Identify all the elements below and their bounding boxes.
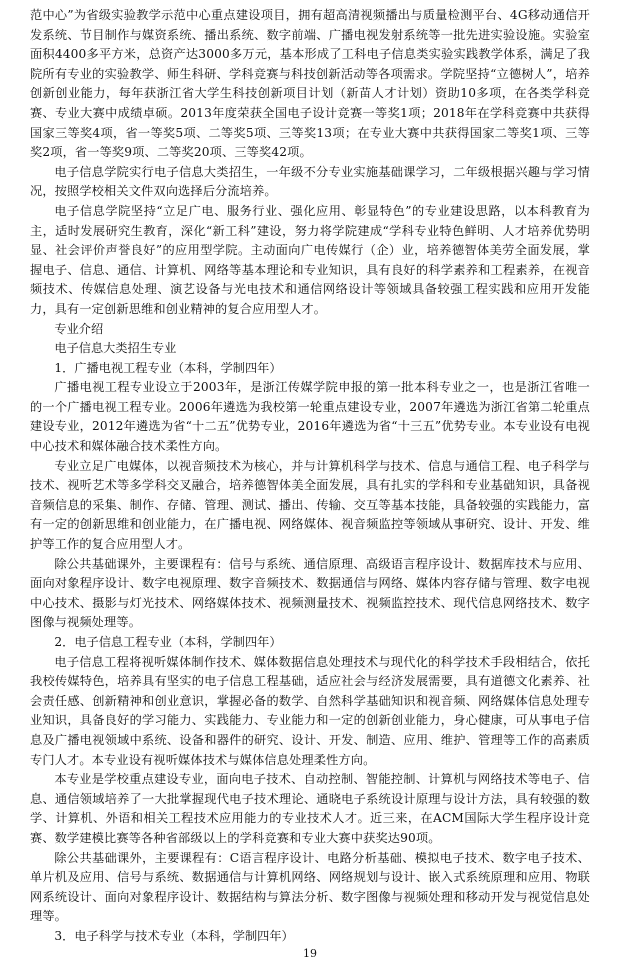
body-paragraph: 专业立足广电媒体，以视音频技术为核心，并与计算机科学与技术、信息与通信工程、电子科学与技术、视听艺术等多学科交叉融合，培养德智体美全面发展，具有扎实的学科和专业基础知识，具备视音频信息的采集、制作、存储、管理、测试、播出、传输、交互等基本技能，具备较强的实践能力，富有一定的创新思维和创业能力，在广播电视、网络媒体、视音频监控等领域从事研究、设计、开发、维护等工作的复合应用型人才。 <box>30 458 590 552</box>
document-body <box>30 6 590 947</box>
body-paragraph: 本专业是学校重点建设专业，面向电子技术、自动控制、智能控制、计算机与网络技术等电子、信息、通信领域培养了一大批掌握现代电子技术理论、通晓电子系统设计原理与设计方法，具有较强的数学、计算机、外语和相关工程技术应用能力的专业技术人才。近三来，在ACM国际大学生程序设计竞赛、数学建模比赛等各种省部级以上的学科竞赛和专业大赛中获奖达90项。 <box>30 772 590 845</box>
section-heading: 2．电子信息工程专业（本科，学制四年） <box>54 635 282 649</box>
body-paragraph: 电子信息学院坚持“立足广电、服务行业、强化应用、彰显特色”的专业建设思路，以本科教育为主，适时发展研究生教育，深化“新工科”建设，努力将学院建成“学科专业特色鲜明、人才培养优势明显、社会评价声誉良好”的应用型学院。主动面向广电传媒行（企）业，培养德智体美劳全面发展，掌握电子、信息、通信、计算机、网络等基本理论和专业知识，具有良好的科学素养和工程素养，在视音频技术、传媒信息处理、演艺设备与光电技术和通信网络设计等领域具备较强工程实践和应用开发能力，具有一定创新思维和创业精神的复合应用型人才。 <box>30 203 590 316</box>
body-paragraph: 电子信息工程将视听媒体制作技术、媒体数据信息处理技术与现代化的科学技术手段相结合，依托我校传媒特色，培养具有坚实的电子信息工程基础，适应社会与经济发展需要，具有道德文化素养、社会责任感、创新精神和创业意识，掌握必备的数学、自然科学基础知识和视音频、网络媒体信息处理专业知识，具备良好的学习能力、实践能力、专业能力和一定的创新创业能力，身心健康，可从事电子信息及广播电视领域中系统、设备和器件的研究、设计、开发、制造、应用、维护、管理等工作的高素质专门人才。本专业设有视听媒体技术与媒体信息处理柔性方向。 <box>30 654 590 767</box>
section-heading: 专业介绍 <box>54 321 104 336</box>
body-paragraph: 范中心”为省级实验教学示范中心重点建设项目，拥有超高清视频播出与质量检测平台、4G移动通信开发系统、节目制作与媒资系统、播出系统、数字前端、广播电视发射系统等一批先进实验设施。实验室面积4400多平方米，总资产达3000多万元，基本形成了工科电子信息类实验实践教学体系，满足了我院所有专业的实验教学、师生科研、学科竞赛与科技创新活动等各项需求。学院坚持“立德树人”，培养创新创业能力，每年获浙江省大学生科技创新项目计划（新苗人才计划）资助10多项，在各类学科竞赛、专业大赛中成绩卓硕。2013年度荣获全国电子设计竞赛一等奖1项；2018年在学科竞赛中共获得国家三等奖4项，省一等奖5项、二等奖5项、三等奖13项；在专业大赛中共获得国家二等奖1项、三等奖2项，省一等奖9项、二等奖20项、三等奖42项。 <box>30 8 590 160</box>
section-heading: 电子信息大类招生专业 <box>54 341 177 356</box>
body-paragraph: 除公共基础课外，主要课程有：信号与系统、通信原理、高级语言程序设计、数据库技术与应用、面向对象程序设计、数字电视原理、数字音频技术、数据通信与网络、媒体内容存储与管理、数字电视中心技术、摄影与灯光技术、网络媒体技术、视频测量技术、视频监控技术、现代信息网络技术、数字图像与视频处理等。 <box>30 556 590 630</box>
page-number: 19 <box>303 947 317 960</box>
body-paragraph: 除公共基础课外，主要课程有：C语言程序设计、电路分析基础、模拟电子技术、数字电子技术、单片机及应用、信号与系统、数据通信与计算机网络、网络规划与设计、嵌入式系统原理和应用、物联网系统设计、面向对象程序设计、数据结构与算法分析、数字图像与视频处理和移动开发与视觉信息处理等。 <box>30 850 590 924</box>
body-paragraph: 电子信息学院实行电子信息大类招生，一年级不分专业实施基础课学习，二年级根据兴趣与学习情况，按照学校相关文件双向选择后分流培养。 <box>30 164 590 199</box>
section-heading: 3．电子科学与技术专业（本科，学制四年） <box>54 928 294 943</box>
body-paragraph: 广播电视工程专业设立于2003年，是浙江传媒学院申报的第一批本科专业之一，也是浙江省唯一的一个广播电视工程专业。2006年遴选为我校第一轮重点建设专业，2007年遴选为浙江省第二轮重点建设专业，2012年遴选为省“十二五”优势专业，2016年遴选为省“十三五”优势专业。本专业设有电视中心技术和媒体融合技术柔性方向。 <box>30 380 590 454</box>
section-heading: 1．广播电视工程专业（本科，学制四年） <box>54 360 282 375</box>
